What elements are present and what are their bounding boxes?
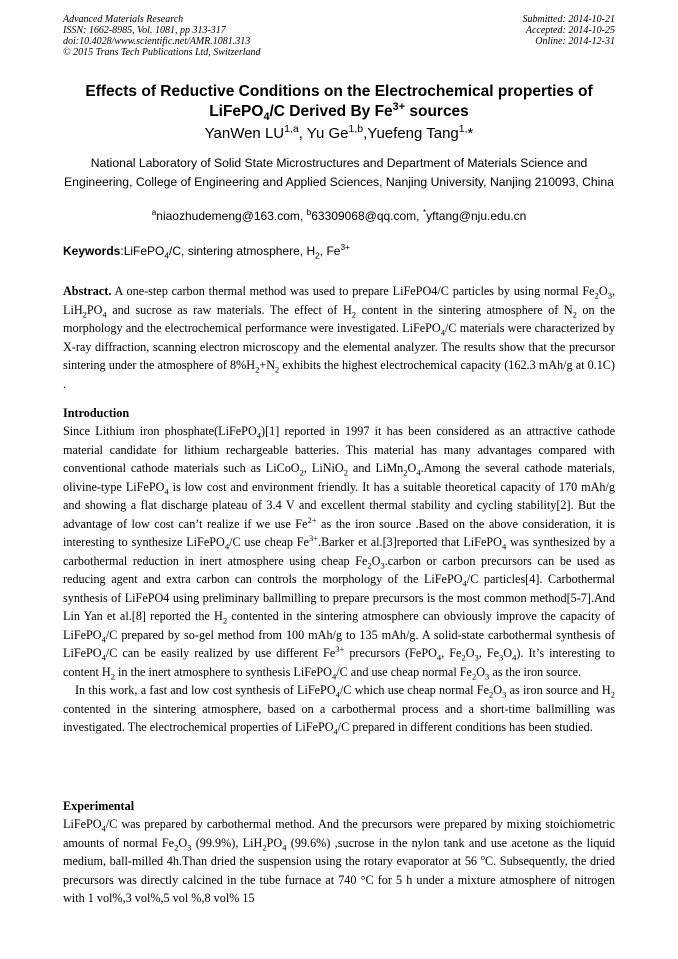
intro-paragraph-1: Since Lithium iron phosphate(LiFePO$_4$)[1] reported in 1997 it has been considered as an attractive cathode material candidate for lithium rechargeable batteries. This material has many advantages compared with conventional cathode materials such as LiCoO$_2$, LiNiO$_2$ and $LiMn_2O_4.Among$ the several cathode materials, olivine-type LiFePO$_4$ is low cost and environment friendly. It has a suitable theoretical capacity of 170 mAh/g and showing a flat discharge plateau of 3.4 V and excellent thermal stability and cycling stability[2]. But the advantage of low cost can’t realize if we use $Fe^{2+}$ as the iron source .Based on the above consideration, it is interesting to synthesize LiFePO$_4$/C use cheap $Fe^{3+}.Barker$ et al.[3]reported that LiFePO$_4$ was synthesized by a carbothermal reduction in inert atmosphere using cheap $Fe_2O_3.carbon$ or carbon precursors can be used as reducing agent and extra carbon can controls the morphology of the LiFePO$_4$/C particles[4]. Carbothermal synthesis of LiFePO4 using preliminary ballmilling to prepare precursors is the most common method[5-7].And Lin Yan et al.[8] reported the $H_2$ contented in the sintering atmosphere can obviously improve the capacity of LiFePO$_4$/C prepared by so-gel method from 100 mAh/g to 135 mAh/g. A solid-state carbothermal synthesis of LiFePO$_4$/C can be easily realized by use different $Fe^{3+}$ precursors (FePO$_4$, $Fe_2O_3$, $Fe_3O_4$). It’s interesting to content $H_2$ in the inert atmosphere to synthesis LiFePO$_4$/C and use cheap normal $Fe_2O_3$ as the iron source. [63, 424, 616, 681]
experimental-body: LiFePO$_4$/C was prepared by carbothermal method. And the precursors were prepared by mixing stoichiometric amounts of normal $Fe_2O_3$ (99.9%), $LiH_2PO_4$ (99.6%) ,sucrose in the nylon tank and use acetone as the liquid medium, ball-milled 4h.Than dried the suspension using the rotary evaporator at 56 $^o$C. Subsequently, the dried precursors was directly calcined in the tube furnace at 740 °C for 5 h under a mixture atmosphere of nitrogen with 1 vol%,3 vol%,5 vol %,8 vol% 15 [63, 817, 616, 905]
email-link[interactable]: niaozhudemeng@163.com, [156, 209, 307, 223]
introduction-heading: Introduction [63, 406, 130, 420]
affiliation: National Laboratory of Solid State Microstructures and Department of Materials Science and Engineering, College of Engineering and Applied Sciences, Nanjing University, Nanjing 210093, China [64, 156, 614, 189]
abstract: Abstract. A one-step carbon thermal method was used to prepare LiFePO4/C particles by using normal $Fe_2O_3$, $LiH_2PO_4$ and sucrose as raw materials. The effect of $H_2$ content in the sintering atmosphere of $N_2$ on the morphology and the electrochemical performance were investigated. LiFePO$_4$/C materials were characterized by X-ray diffraction, scanning electron microscopy and the elemental analyzer. The results show that the precursor sintering under the atmosphere of $8\%H_2+N_2$ exhibits the highest electrochemical capacity (162.3 mAh/g at 0.1C) . [63, 284, 615, 391]
abstract-label: Abstract. [63, 284, 112, 298]
title-line-1: Effects of Reductive Conditions on the Electrochemical properties of [85, 83, 593, 100]
title-line-2: LiFePO$_4$/C Derived By $Fe^{3+}$ sources [209, 100, 469, 124]
email-link[interactable]: 63309068@qq.com, [311, 209, 423, 223]
journal-name: Advanced Materials Research [63, 14, 184, 25]
journal-header [63, 14, 261, 58]
introduction-body [63, 422, 615, 737]
copyright-line: © 2015 Trans Tech Publications Ltd, Switzerland [63, 47, 261, 58]
author-emails: $^a$niaozhudemeng@163.com, $^b$63309068@qq.com, *yftang@nju.edu.cn [151, 207, 527, 223]
submitted-date: Submitted: 2014-10-21 [522, 14, 615, 25]
email-link[interactable]: yftang@nju.edu.cn [426, 209, 527, 223]
online-date: Online: 2014-12-31 [535, 36, 615, 47]
keywords: Keywords:LiFePO$_4$/C, sintering atmosphere, $H_2$, $Fe^{3+}$ [63, 242, 351, 261]
accepted-date: Accepted: 2014-10-25 [525, 25, 615, 36]
experimental-heading: Experimental [63, 799, 135, 813]
doi-line: doi:10.4028/www.scientific.net/AMR.1081.313 [63, 36, 251, 47]
issn-line: ISSN: 1662-8985, Vol. 1081, pp 313-317 [63, 25, 226, 36]
intro-paragraph-2: In this work, a fast and low cost synthesis of LiFePO$_4$/C which use cheap normal $Fe_2O_3$ as iron source and $H_2$ contented in the sintering atmosphere, based on a carbothermal process and a short-time ballmilling was investigated. The electrochemical properties of LiFePO$_4$/C prepared in different conditions has been studied. [63, 683, 615, 737]
paper-title [40, 82, 638, 122]
author-list: YanWen LU$^{1,a}$, Yu Ge$^{1,b}$,Yuefeng Tang$^{1,}$* [204, 123, 474, 142]
dates-header [523, 14, 616, 47]
keywords-label: Keywords [63, 244, 121, 258]
